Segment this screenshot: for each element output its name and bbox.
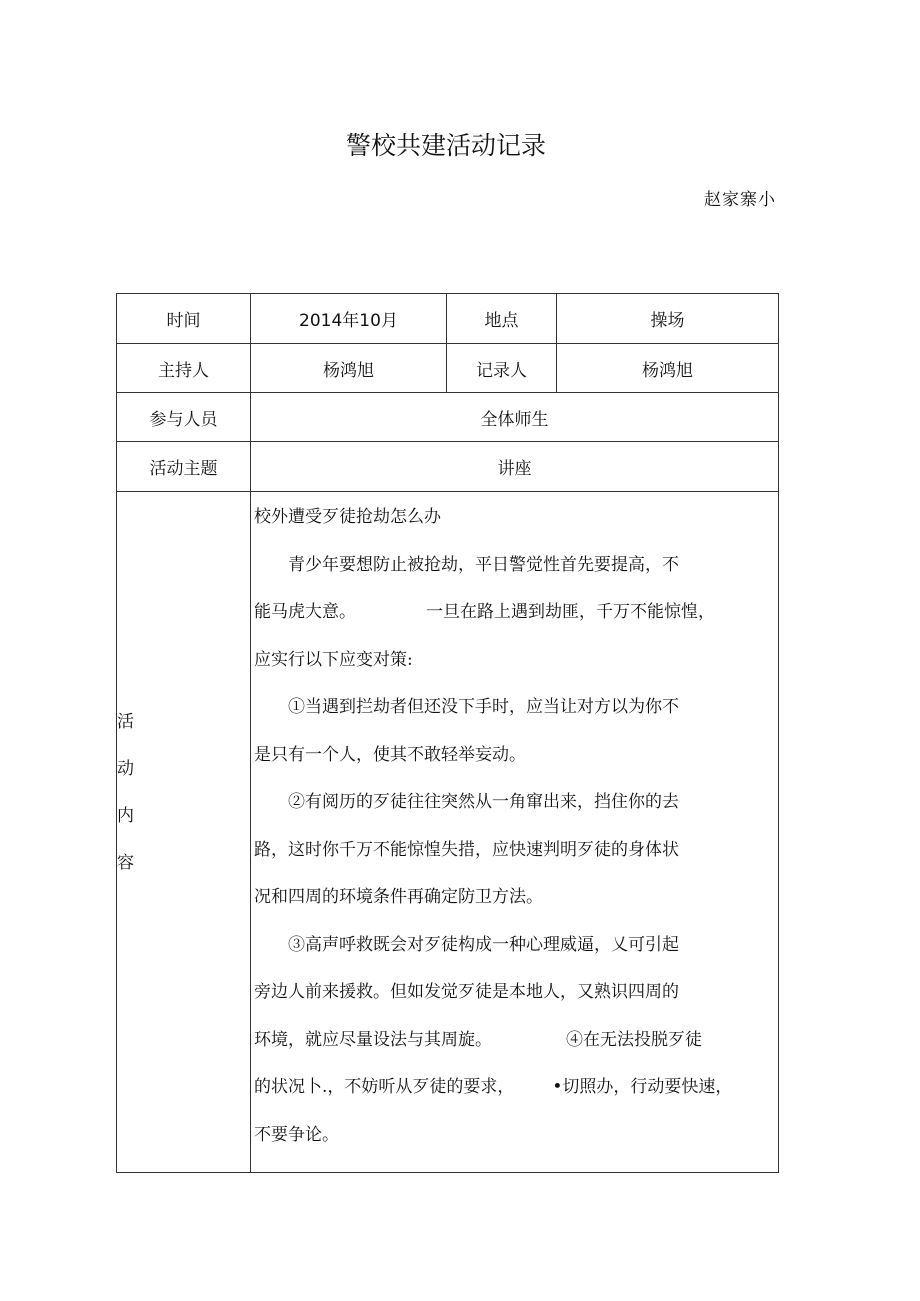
participants-label: 参与人员: [117, 393, 251, 442]
content-label: [117, 699, 147, 887]
content-fragment: 环境，就应尽量设法与其周旋。: [254, 1029, 492, 1050]
content-fragment: ④在无法投脱歹徒: [566, 1029, 702, 1050]
content-body: [251, 492, 778, 1170]
content-label-char: 动: [117, 759, 134, 779]
recorder-value: 杨鸿旭: [557, 344, 779, 393]
content-line: [254, 600, 768, 648]
place-value: 操场: [557, 294, 779, 344]
content-fragment: •切照办，行动要快速，: [552, 1077, 733, 1097]
participants-value: 全体师生: [251, 393, 779, 442]
content-fragment: 能马虎大意。: [254, 602, 356, 622]
time-value: 2014年10月: [251, 294, 447, 344]
content-line: ①当遇到拦劫者但还没下手时，应当让对方以为你不: [288, 697, 679, 717]
activity-record-table: [116, 293, 779, 1173]
content-line: 是只有一个人，使其不敢轻举妄动。: [254, 744, 526, 765]
table-row-host: [117, 344, 779, 393]
content-text-cell: [251, 492, 779, 1173]
recorder-label: 记录人: [447, 344, 557, 393]
content-line: 况和四周的环境条件再确定防卫方法。: [254, 887, 543, 907]
host-value: 杨鸿旭: [251, 344, 447, 393]
content-line: 应实行以下应变对策:: [254, 649, 413, 670]
content-fragment: 一旦在路上遇到劫匪，千万不能惊惶，: [426, 602, 715, 622]
place-label: 地点: [447, 294, 557, 344]
content-line: 青少年要想防止被抢劫，平日警觉性首先要提高，不: [288, 554, 679, 575]
theme-label: 活动主题: [117, 442, 251, 492]
content-label-cell: [117, 492, 251, 1173]
table-row-content: [117, 492, 779, 1173]
content-line: ③高声呼救既会对歹徒构成一种心理威逼，乂可引起: [288, 934, 679, 955]
content-line: 路，这时你千万不能惊惶失措，应快速判明歹徒的身体状: [254, 839, 679, 860]
theme-value: 讲座: [251, 442, 779, 492]
table-row-time: [117, 294, 779, 344]
content-line: [254, 1075, 768, 1123]
content-heading: 校外遭受歹徒抢劫怎么办: [254, 507, 441, 527]
table-row-theme: [117, 442, 779, 492]
content-fragment: 的状况卜.，不妨听从歹徒的要求，: [254, 1077, 515, 1097]
table-row-participants: [117, 393, 779, 442]
content-label-char: 内: [117, 806, 134, 826]
content-line: 不要争论。: [254, 1124, 339, 1145]
content-line: ②有阅历的歹徒往往突然从一角窜出来，挡住你的去: [288, 792, 679, 812]
host-label: 主持人: [117, 344, 251, 393]
content-label-char: 容: [117, 853, 134, 873]
time-label: 时间: [117, 294, 251, 344]
content-line: [254, 1028, 768, 1076]
school-name: 赵家寨小: [704, 190, 776, 210]
document-title: 警校共建活动记录: [345, 131, 546, 160]
content-line: 旁边人前来援救。但如发觉歹徒是本地人，又熟识四周的: [254, 982, 679, 1002]
content-label-char: 活: [117, 712, 134, 732]
